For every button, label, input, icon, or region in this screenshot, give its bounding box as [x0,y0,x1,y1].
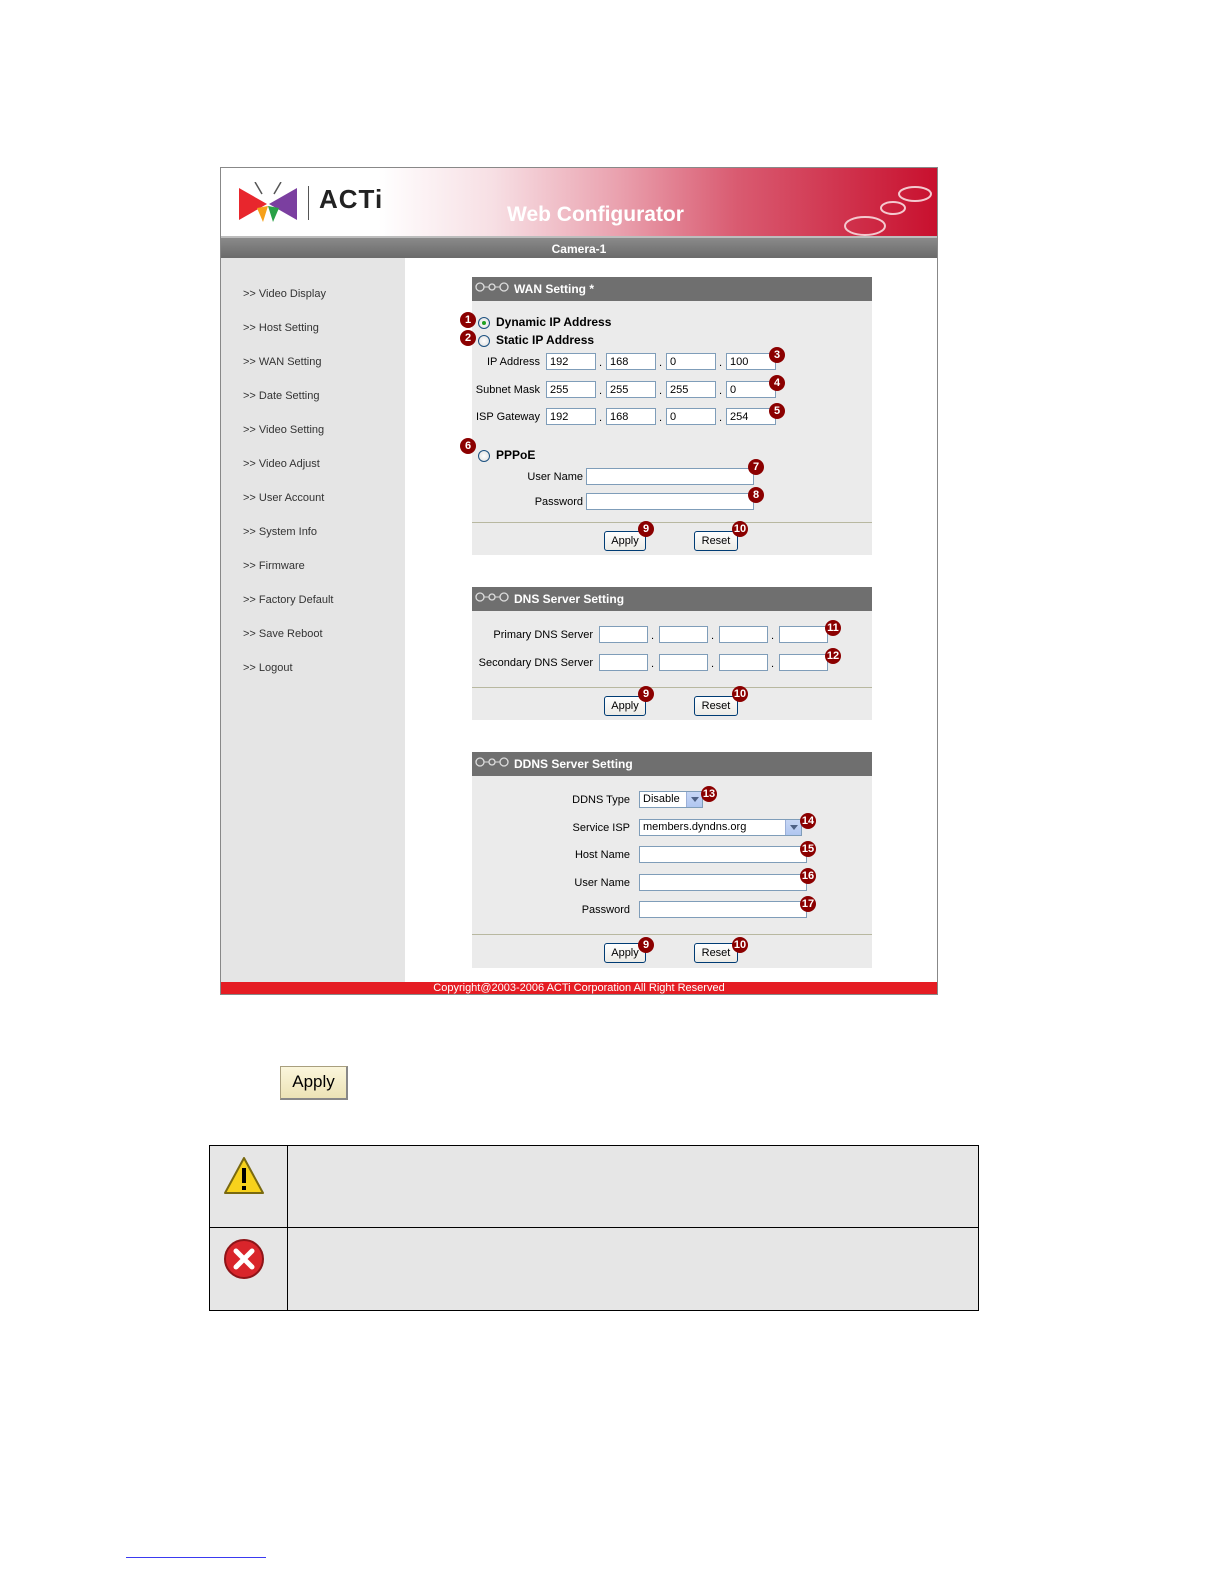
camera-name-bar: Camera-1 [221,236,937,258]
mask-octet-3[interactable] [666,381,716,398]
secondary-dns-octet-1[interactable] [599,654,648,671]
ddns-password-label: Password [581,904,630,916]
wan-reset-button[interactable]: Reset [694,531,738,551]
static-ip-radio[interactable] [478,335,490,347]
secondary-dns-octet-3[interactable] [719,654,768,671]
gateway-dot-separator: . [659,412,663,424]
primary-dns-octet-2[interactable] [659,626,708,643]
logo-divider [308,186,309,220]
pppoe-username-field[interactable] [586,468,754,485]
callout-badge: 4 [769,375,785,391]
brand-name: ACTi [319,184,384,214]
isp-gateway-label: ISP Gateway [476,411,540,423]
gateway-dot-separator: . [599,412,603,424]
ip-octet-1[interactable] [546,353,596,370]
dynamic-ip-radio[interactable] [478,317,490,329]
chevron-down-icon[interactable] [686,792,702,807]
chain-icon [475,590,509,604]
dns-dot-separator: . [711,658,715,670]
callout-badge: 14 [801,815,815,827]
gateway-octet-2[interactable] [606,408,656,425]
dns-dot-separator: . [651,630,655,642]
warning-note-row [210,1146,978,1228]
chain-icon [475,280,509,294]
header-banner [221,168,937,236]
callout-badge: 1 [460,312,476,328]
dynamic-ip-label: Dynamic IP Address [496,315,612,329]
callout-badge: 9 [638,937,654,953]
app-title: Web Configurator [507,203,684,226]
primary-dns-octet-4[interactable] [779,626,828,643]
pppoe-password-label: Password [534,496,583,508]
static-ip-label: Static IP Address [496,333,595,347]
wan-panel-title: WAN Setting * [514,282,594,296]
callout-badge: 9 [638,686,654,702]
callout-badge: 16 [801,870,815,882]
apply-button-sample[interactable]: Apply [280,1066,348,1100]
ddns-host-name-label: Host Name [574,849,630,861]
service-isp-label: Service ISP [572,822,630,834]
dns-button-divider [472,687,872,688]
chain-icon [475,755,509,769]
dns-dot-separator: . [771,658,775,670]
dns-apply-button[interactable]: Apply [604,696,646,716]
mask-dot-separator: . [659,385,663,397]
pppoe-password-field[interactable] [586,493,754,510]
dns-dot-separator: . [711,630,715,642]
callout-badge: 10 [733,939,747,951]
ip-octet-3[interactable] [666,353,716,370]
secondary-dns-octet-2[interactable] [659,654,708,671]
gateway-octet-1[interactable] [546,408,596,425]
dns-panel-title: DNS Server Setting [514,592,625,606]
ddns-type-value: Disable [643,793,680,805]
pppoe-label: PPPoE [496,448,536,462]
nav-system-info[interactable]: >> System Info [243,526,317,538]
rings-decoration-icon [841,184,937,240]
warning-icon [223,1156,265,1196]
nav-firmware[interactable]: >> Firmware [243,560,305,572]
mask-octet-1[interactable] [546,381,596,398]
pppoe-radio[interactable] [478,450,490,462]
nav-save-reboot[interactable]: >> Save Reboot [243,628,323,640]
nav-factory-default[interactable]: >> Factory Default [243,594,334,606]
wan-setting-panel [472,277,872,555]
callout-badge: 6 [460,438,476,454]
wan-apply-button[interactable]: Apply [604,531,646,551]
ddns-server-panel [472,752,872,968]
wan-button-divider [472,522,872,523]
subnet-mask-label: Subnet Mask [475,384,540,396]
primary-dns-octet-3[interactable] [719,626,768,643]
ddns-panel-title: DDNS Server Setting [514,757,633,771]
chevron-down-icon[interactable] [785,820,801,835]
gateway-octet-3[interactable] [666,408,716,425]
nav-date-setting[interactable]: >> Date Setting [243,390,320,402]
secondary-dns-label: Secondary DNS Server [478,657,593,669]
ddns-username-label: User Name [574,877,630,889]
dns-dot-separator: . [651,658,655,670]
nav-host-setting[interactable]: >> Host Setting [243,322,319,334]
ip-dot-separator: . [719,357,723,369]
primary-dns-octet-1[interactable] [599,626,648,643]
nav-wan-setting[interactable]: >> WAN Setting [243,356,322,368]
dns-dot-separator: . [771,630,775,642]
error-note-row [210,1228,978,1310]
nav-video-setting[interactable]: >> Video Setting [243,424,325,436]
callout-badge: 5 [769,403,785,419]
callout-badge: 8 [748,487,764,503]
ip-address-label: IP Address [487,356,540,368]
ip-dot-separator: . [659,357,663,369]
footnote-rule [126,1557,266,1558]
ip-dot-separator: . [599,357,603,369]
dns-server-panel [472,587,872,720]
ddns-username-field[interactable] [639,874,807,891]
pppoe-username-label: User Name [527,471,583,483]
ip-octet-2[interactable] [606,353,656,370]
service-isp-select[interactable] [639,819,802,836]
callout-badge: 12 [826,650,840,662]
ddns-button-divider [472,934,872,935]
service-isp-value: members.dyndns.org [643,821,747,833]
nav-user-account[interactable]: >> User Account [243,492,325,504]
ddns-type-label: DDNS Type [572,794,630,806]
mask-dot-separator: . [719,385,723,397]
note-icon-cell [210,1146,288,1227]
mask-octet-2[interactable] [606,381,656,398]
callout-badge: 13 [702,788,716,800]
primary-dns-label: Primary DNS Server [493,629,593,641]
mask-dot-separator: . [599,385,603,397]
gateway-dot-separator: . [719,412,723,424]
content-area [405,258,937,982]
nav-logout[interactable]: >> Logout [243,662,293,674]
callout-badge: 10 [733,523,747,535]
dns-panel-header [472,587,872,611]
nav-video-adjust[interactable]: >> Video Adjust [243,458,320,470]
callout-badge: 3 [769,347,785,363]
error-icon [223,1238,265,1280]
secondary-dns-octet-4[interactable] [779,654,828,671]
callout-badge: 10 [733,688,747,700]
dns-reset-button[interactable]: Reset [694,696,738,716]
callout-badge: 11 [825,620,841,636]
notes-table [209,1145,979,1311]
callout-badge: 7 [748,459,764,475]
ddns-type-select[interactable] [639,791,703,808]
acti-logo-icon [237,182,299,226]
callout-badge: 15 [801,843,815,855]
ddns-panel-header [472,752,872,776]
callout-badge: 2 [460,330,476,346]
wan-panel-header [472,277,872,301]
note-icon-cell [210,1228,288,1310]
ddns-apply-button[interactable]: Apply [604,943,646,963]
callout-badge: 17 [801,898,815,910]
ddns-host-name-field[interactable] [639,846,807,863]
sidebar-nav [221,258,405,982]
nav-video-display[interactable]: >> Video Display [243,288,326,300]
copyright-footer: Copyright@2003-2006 ACTi Corporation All Right Reserved [221,982,937,995]
ddns-password-field[interactable] [639,901,807,918]
web-configurator-window [220,167,938,995]
callout-badge: 9 [638,521,654,537]
ddns-reset-button[interactable]: Reset [694,943,738,963]
